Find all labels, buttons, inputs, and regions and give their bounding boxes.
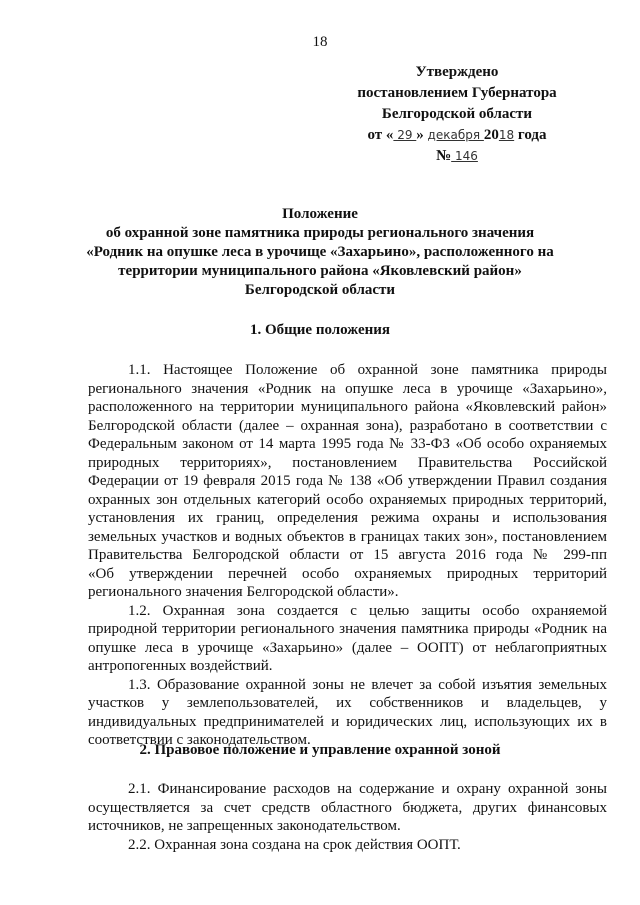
approval-line-3: Белгородской области (381, 106, 533, 122)
text-line: источников, не запрещенных законодательством. (88, 818, 401, 834)
text-line: 1.2. Охранная зона создается с целью защиты особо охраняемой (128, 602, 607, 619)
title-line-5: Белгородской области (244, 282, 396, 298)
text-line: Правительства Белгородской области от 15 августа 2016 года № 299-пп (88, 547, 607, 563)
text-line: расположенного на территории муниципального района «Яковлевский район» (88, 399, 607, 415)
text-line: 1.1. Настоящее Положение об охранной зоне памятника природы (128, 362, 607, 378)
title-line-1: Положение (282, 206, 358, 222)
text-line: участков у землепользователей, их собственников и владельцев, у (88, 695, 607, 711)
approval-line-2: постановлением Губернатора (357, 85, 557, 101)
paragraph-2 (88, 780, 607, 854)
text-line: земельных участков и водных объектов в границах таких зон», постановлением (88, 528, 607, 545)
approval-line-1: Утверждено (415, 64, 499, 80)
text-line: соответствии с законодательством. (88, 732, 311, 748)
title-line-2: об охранной зоне памятника природы регионального значения (105, 225, 535, 241)
text-line: природных территориях», постановлением Правительства Российской (88, 454, 607, 471)
date-year-word: года (514, 127, 547, 143)
approval-block (322, 62, 592, 167)
text-line: «Об утверждении перечней особо охраняемых природных территорий (88, 565, 607, 582)
number-value: 146 (451, 149, 478, 163)
date-prefix: от « (367, 127, 394, 143)
date-year-prefix: 20 (483, 127, 499, 143)
text-line: опушке леса в урочище «Захарьино» (далее – ООПТ) от неблагоприятных (88, 639, 607, 656)
text-line: установления их границ, определения режима охраны и использования (88, 510, 607, 526)
title-line-3: «Родник на опушке леса в урочище «Захарьино», расположенного на (86, 244, 554, 260)
text-line: 2.1. Финансирование расходов на содержание и охрану охранной зоны (128, 781, 607, 797)
number-prefix: № (436, 148, 452, 164)
document-title (70, 205, 570, 300)
text-line: регионального значения «Родник на опушке леса в урочище «Захарьино», (88, 380, 607, 397)
date-year-suffix: 18 (498, 128, 515, 142)
text-line: регионального значения Белгородской области». (88, 584, 399, 600)
text-line: 1.3. Образование охранной зоны не влечет за собой изъятия земельных (128, 676, 607, 693)
date-day: 29 (393, 128, 417, 142)
text-line: индивидуальных предпринимателей и юридических лиц, использующих их в (88, 713, 607, 730)
section-1-heading: 1. Общие положения (249, 322, 391, 338)
section-2-heading: 2. Правовое положение и управление охранной зоной (139, 742, 501, 758)
paragraph-1-1 (88, 361, 607, 750)
text-line: Белгородской области (далее – охранная зона), разработано в соответствии с (88, 417, 607, 434)
text-line: охранных зон отдельных категорий особо охраняемых природных территорий, (88, 491, 607, 508)
text-line: осуществляется за счет средств областного бюджета, других финансовых (88, 799, 607, 816)
date-month: декабря (427, 128, 484, 142)
approval-date (322, 125, 592, 146)
approval-number (322, 146, 592, 167)
text-line: Федеральным законом от 14 марта 1995 года № 33-ФЗ «Об особо охраняемых (88, 436, 607, 452)
text-line: Федерации от 19 февраля 2015 года № 138 «Об утверждении Правил создания (88, 473, 607, 489)
text-line: 2.2. Охранная зона создана на срок действия ООПТ. (128, 836, 461, 853)
date-mid: » (416, 127, 424, 143)
text-line: антропогенных воздействий. (88, 658, 273, 674)
text-line: природной территории регионального значения памятника природы «Родник на (88, 621, 607, 637)
title-line-4: территории муниципального района «Яковлевский район» (118, 263, 522, 279)
page-number: 18 (312, 34, 328, 50)
